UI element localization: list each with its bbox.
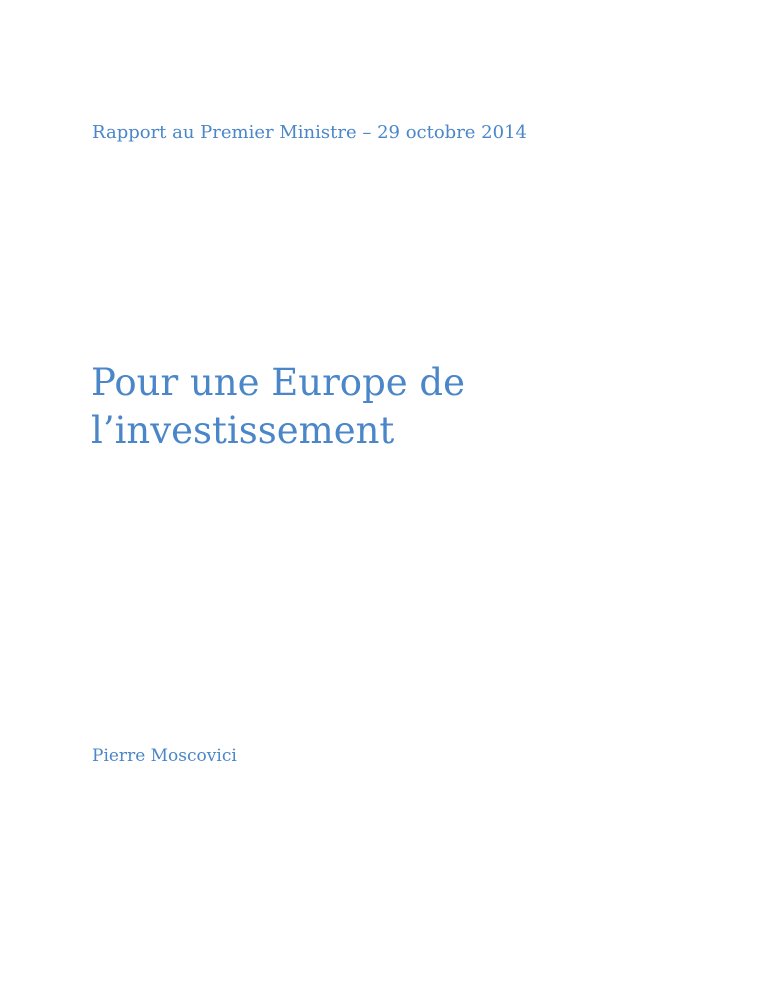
document-title (91, 359, 465, 455)
author-name: Pierre Moscovici (92, 746, 237, 766)
title-line-1: Pour une Europe de (91, 361, 465, 404)
title-line-2: l’investissement (91, 409, 395, 452)
report-subtitle: Rapport au Premier Ministre – 29 octobre 2014 (92, 122, 527, 143)
